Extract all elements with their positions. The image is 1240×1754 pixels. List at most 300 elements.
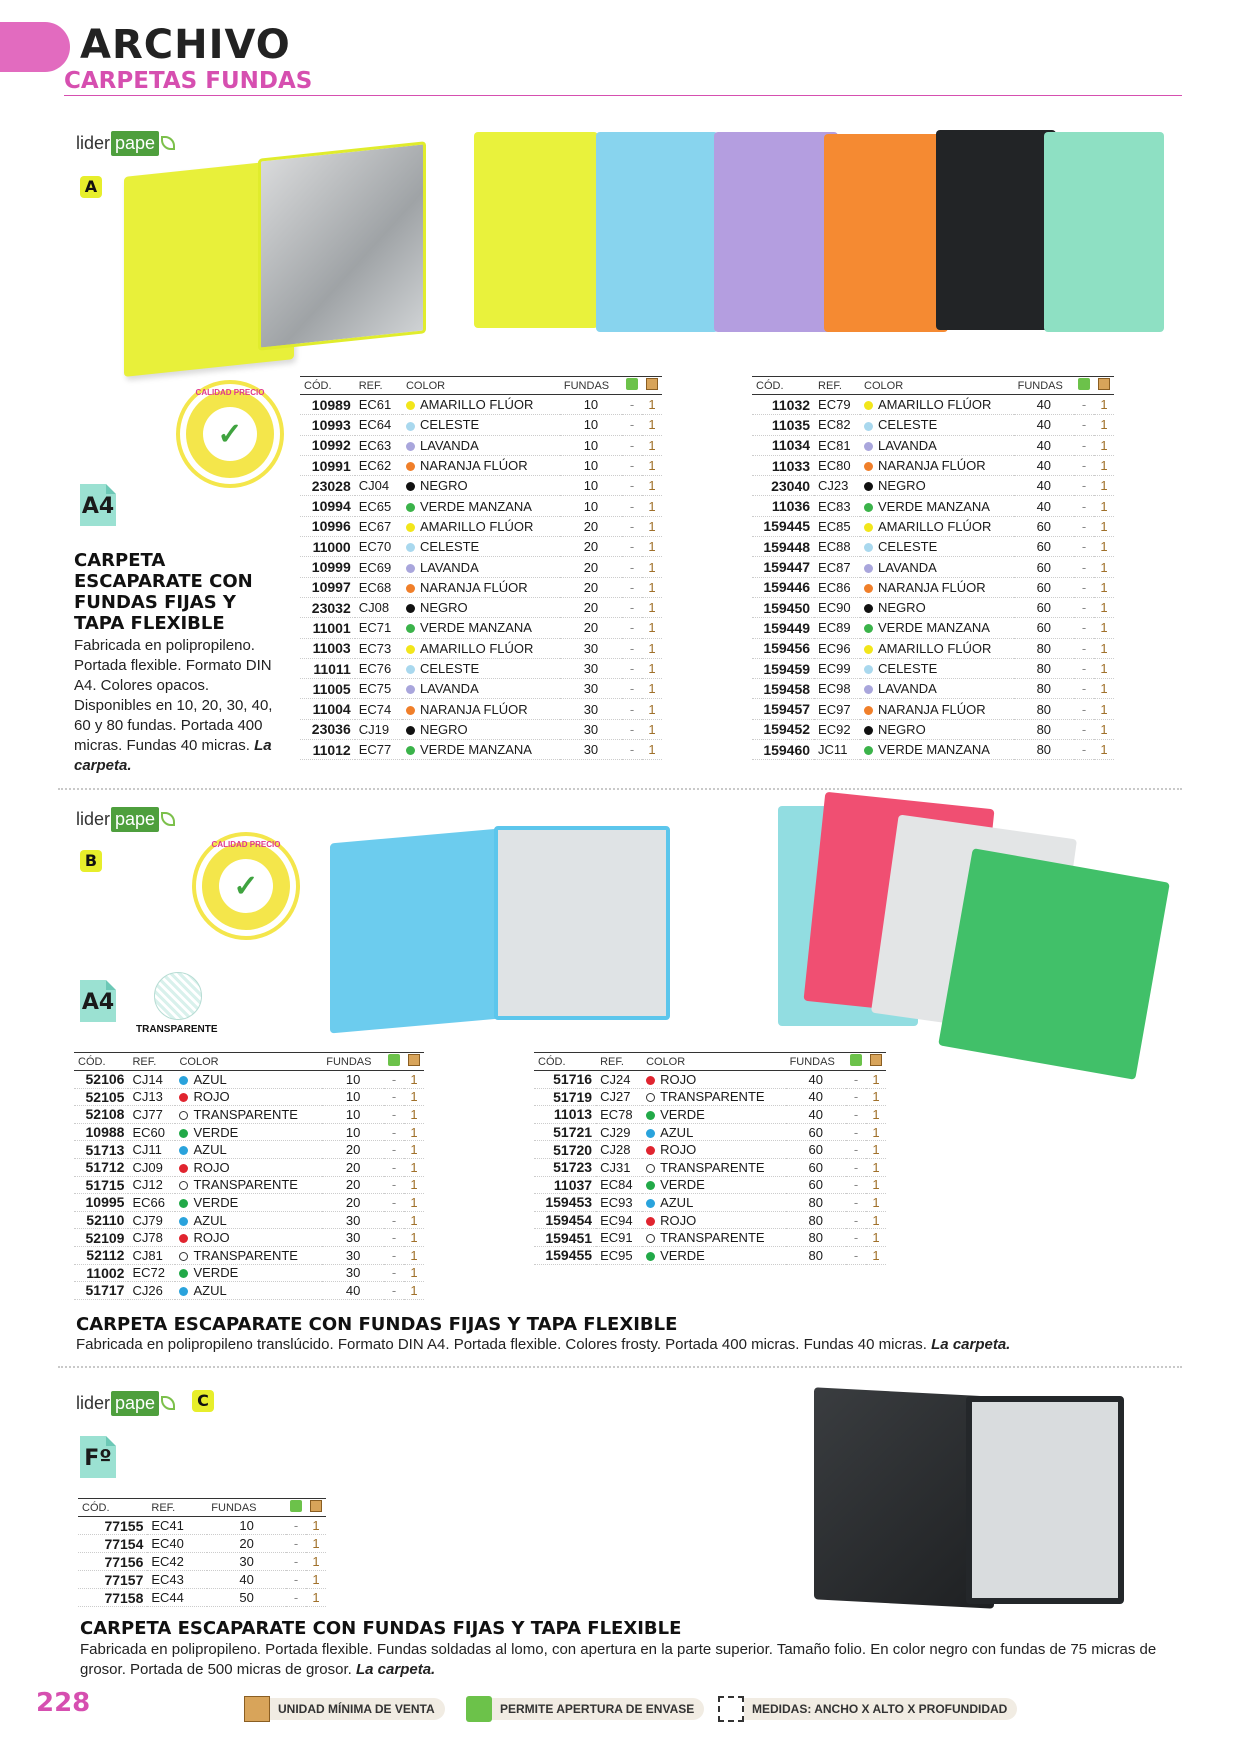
- product-ref: CJ27: [596, 1088, 642, 1106]
- min-unit-value: 1: [404, 1282, 424, 1300]
- min-unit-value: 1: [1094, 537, 1114, 557]
- product-fundas: 30: [322, 1264, 384, 1282]
- column-header: CÓD.: [300, 377, 355, 395]
- color-dot-icon: [406, 624, 415, 633]
- product-code: 77158: [78, 1589, 147, 1607]
- color-name: TRANSPARENTE: [660, 1230, 765, 1246]
- product-a-title: CARPETA ESCAPARATE CON FUNDAS FIJAS Y TAPA FLEXIBLE: [74, 550, 253, 634]
- product-ref: CJ28: [596, 1141, 642, 1159]
- product-ref: EC68: [355, 577, 402, 597]
- apertura-value: -: [384, 1282, 404, 1300]
- legend-apertura: [466, 1696, 704, 1722]
- product-code: 23036: [300, 719, 355, 739]
- product-ref: EC76: [355, 658, 402, 678]
- product-c-table: [78, 1498, 326, 1607]
- product-fundas: 10: [560, 476, 622, 496]
- product-code: 10996: [300, 516, 355, 536]
- product-ref: EC91: [596, 1229, 642, 1247]
- product-fundas: 30: [560, 638, 622, 658]
- column-header: COLOR: [175, 1053, 322, 1071]
- color-name: VERDE MANZANA: [878, 620, 990, 636]
- product-ref: EC62: [355, 455, 402, 475]
- open-box-icon: [622, 377, 642, 395]
- product-code: 11004: [300, 699, 355, 719]
- color-name: LAVANDA: [878, 437, 937, 453]
- product-fundas: 40: [786, 1071, 846, 1089]
- min-unit-value: 1: [642, 435, 662, 455]
- product-ref: CJ08: [355, 597, 402, 617]
- product-fundas: 60: [786, 1158, 846, 1176]
- column-header: COLOR: [402, 377, 560, 395]
- product-code: 159453: [534, 1194, 596, 1212]
- color-name: VERDE MANZANA: [419, 498, 532, 514]
- table-row: [74, 1123, 424, 1141]
- product-fundas: 60: [1014, 597, 1074, 617]
- min-unit-value: 1: [866, 1123, 886, 1141]
- table-row: [74, 1246, 424, 1264]
- product-fundas: 30: [560, 679, 622, 699]
- table-row: [300, 658, 662, 678]
- apertura-value: -: [384, 1071, 404, 1089]
- product-b-description: [76, 1336, 1176, 1353]
- column-header: FUNDAS: [786, 1053, 846, 1071]
- color-dot-icon: [646, 1181, 655, 1190]
- min-unit-value: 1: [642, 597, 662, 617]
- min-unit-value: 1: [404, 1229, 424, 1247]
- product-ref: CJ78: [128, 1229, 175, 1247]
- liderpapel-logo: [76, 804, 175, 834]
- min-unit-value: 1: [306, 1517, 326, 1535]
- min-unit-value: 1: [642, 577, 662, 597]
- product-fundas: 10: [207, 1517, 286, 1535]
- product-code: 159445: [752, 516, 814, 536]
- product-ref: EC64: [355, 415, 402, 435]
- table-row: [78, 1589, 326, 1607]
- calidad-precio-badge-b: [196, 836, 296, 936]
- product-color: [402, 719, 560, 739]
- product-color: [402, 679, 560, 699]
- product-code: 11034: [752, 435, 814, 455]
- product-color: [860, 537, 1014, 557]
- color-name: ROJO: [660, 1071, 697, 1087]
- color-dot-icon: [646, 1093, 655, 1102]
- apertura-value: -: [1074, 719, 1094, 739]
- table-row: [534, 1071, 886, 1089]
- product-b-desc-text: Fabricada en polipropileno translúcido. Formato DIN A4. Portada flexible. Colores frosty. Portada 400 micras. Fundas 40 micras.: [76, 1336, 927, 1353]
- min-unit-value: 1: [642, 618, 662, 638]
- min-unit-value: 1: [404, 1158, 424, 1176]
- color-dot-icon: [406, 442, 415, 451]
- color-name: AZUL: [660, 1194, 694, 1210]
- color-dot-icon: [179, 1287, 188, 1296]
- color-dot-icon: [864, 584, 873, 593]
- product-color: [402, 455, 560, 475]
- min-unit-value: 1: [404, 1088, 424, 1106]
- apertura-value: -: [384, 1229, 404, 1247]
- product-color: [860, 618, 1014, 638]
- apertura-value: -: [384, 1158, 404, 1176]
- transparent-icon: [154, 972, 202, 1020]
- min-unit-value: 1: [642, 455, 662, 475]
- apertura-value: -: [384, 1211, 404, 1229]
- product-code: 11000: [300, 537, 355, 557]
- box-icon: [642, 377, 662, 395]
- min-unit-value: 1: [404, 1071, 424, 1089]
- product-code: 51716: [534, 1071, 596, 1089]
- product-color: [402, 496, 560, 516]
- color-name: AMARILLO FLÚOR: [419, 397, 534, 413]
- product-fundas: 10: [560, 415, 622, 435]
- folder-naranja: [824, 134, 948, 332]
- table-row: [752, 557, 1114, 577]
- min-unit-value: 1: [404, 1211, 424, 1229]
- product-ref: EC72: [128, 1264, 175, 1282]
- product-c-description: [80, 1640, 1160, 1680]
- apertura-value: -: [622, 415, 642, 435]
- product-ref: CJ09: [128, 1158, 175, 1176]
- product-fundas: 30: [207, 1553, 286, 1571]
- blue-folder-pockets: [494, 826, 670, 1020]
- legend-medidas: [718, 1696, 1017, 1722]
- product-ref: EC69: [355, 557, 402, 577]
- product-code: 10994: [300, 496, 355, 516]
- min-unit-value: 1: [306, 1553, 326, 1571]
- section-divider: [58, 1366, 1182, 1368]
- product-code: 159447: [752, 557, 814, 577]
- product-fundas: 40: [322, 1282, 384, 1300]
- min-unit-value: 1: [1094, 618, 1114, 638]
- color-name: LAVANDA: [419, 437, 479, 453]
- product-code: 159450: [752, 597, 814, 617]
- product-fundas: 30: [322, 1246, 384, 1264]
- min-unit-value: 1: [642, 557, 662, 577]
- product-ref: CJ19: [355, 719, 402, 739]
- product-code: 10992: [300, 435, 355, 455]
- product-b-title: CARPETA ESCAPARATE CON FUNDAS FIJAS Y TAPA FLEXIBLE: [76, 1314, 678, 1335]
- min-unit-value: 1: [1094, 496, 1114, 516]
- product-code: 52105: [74, 1088, 128, 1106]
- product-fundas: 40: [1014, 455, 1074, 475]
- apertura-value: -: [1074, 597, 1094, 617]
- product-ref: EC63: [355, 435, 402, 455]
- product-color: [860, 557, 1014, 577]
- min-unit-value: 1: [1094, 516, 1114, 536]
- apertura-value: -: [1074, 699, 1094, 719]
- product-ref: EC86: [814, 577, 860, 597]
- product-fundas: 10: [322, 1071, 384, 1089]
- color-name: VERDE MANZANA: [419, 620, 532, 636]
- product-ref: EC80: [814, 455, 860, 475]
- table-row: [534, 1211, 886, 1229]
- product-ref: EC42: [147, 1553, 207, 1571]
- product-color: [860, 516, 1014, 536]
- color-name: CELESTE: [419, 417, 480, 433]
- product-fundas: 60: [1014, 618, 1074, 638]
- product-color: [175, 1158, 322, 1176]
- color-name: NARANJA FLÚOR: [878, 579, 986, 595]
- product-color: [860, 395, 1014, 415]
- product-code: 11035: [752, 415, 814, 435]
- product-code: 11003: [300, 638, 355, 658]
- open-box-icon: [384, 1053, 404, 1071]
- column-header: FUNDAS: [560, 377, 622, 395]
- table-row: [300, 516, 662, 536]
- product-code: 159458: [752, 679, 814, 699]
- product-code: 10995: [74, 1194, 128, 1212]
- table-row: [300, 557, 662, 577]
- color-name: TRANSPARENTE: [660, 1089, 765, 1105]
- table-header-row: [300, 377, 662, 395]
- color-dot-icon: [179, 1146, 188, 1155]
- product-color: [402, 435, 560, 455]
- min-unit-value: 1: [306, 1571, 326, 1589]
- table-row: [78, 1553, 326, 1571]
- product-fundas: 40: [786, 1106, 846, 1124]
- color-dot-icon: [179, 1234, 188, 1243]
- color-dot-icon: [864, 604, 873, 613]
- product-ref: CJ13: [128, 1088, 175, 1106]
- table-row: [752, 618, 1114, 638]
- color-name: NARANJA FLÚOR: [419, 458, 528, 474]
- product-color: [860, 496, 1014, 516]
- apertura-value: -: [1074, 577, 1094, 597]
- product-color: [860, 415, 1014, 435]
- color-name: NEGRO: [878, 478, 926, 494]
- product-fundas: 30: [560, 719, 622, 739]
- color-name: CELESTE: [419, 661, 480, 676]
- column-header: COLOR: [860, 377, 1014, 395]
- logo-lider: lider: [76, 132, 111, 153]
- color-name: TRANSPARENTE: [193, 1106, 298, 1122]
- product-code: 159452: [752, 719, 814, 739]
- color-name: ROJO: [193, 1230, 230, 1246]
- product-color: [642, 1229, 786, 1247]
- color-name: VERDE: [193, 1265, 239, 1281]
- product-ref: EC99: [814, 658, 860, 678]
- column-header: REF.: [814, 377, 860, 395]
- table-row: [534, 1158, 886, 1176]
- apertura-value: -: [622, 496, 642, 516]
- min-unit-value: 1: [1094, 415, 1114, 435]
- calidad-precio-text: CALIDAD PRECIO: [211, 840, 281, 849]
- product-a-description: [74, 636, 280, 776]
- table-row: [534, 1088, 886, 1106]
- column-header: FUNDAS: [207, 1499, 286, 1517]
- box-icon: [866, 1053, 886, 1071]
- table-row: [78, 1571, 326, 1589]
- product-ref: CJ26: [128, 1282, 175, 1300]
- min-unit-value: 1: [866, 1071, 886, 1089]
- product-ref: EC81: [814, 435, 860, 455]
- product-fundas: 20: [560, 516, 622, 536]
- product-ref: JC11: [814, 740, 860, 760]
- min-unit-value: 1: [866, 1158, 886, 1176]
- product-color: [402, 699, 560, 719]
- calidad-precio-badge-a: [180, 384, 280, 484]
- color-dot-icon: [646, 1234, 655, 1243]
- dimensions-icon: [718, 1696, 744, 1722]
- product-color: [175, 1176, 322, 1194]
- table-row: [534, 1229, 886, 1247]
- product-color: [402, 638, 560, 658]
- min-unit-value: 1: [866, 1106, 886, 1124]
- product-color: [642, 1176, 786, 1194]
- apertura-value: -: [622, 476, 642, 496]
- product-a-table-right: [752, 376, 1114, 760]
- min-unit-value: 1: [866, 1229, 886, 1247]
- product-color: [402, 537, 560, 557]
- apertura-value: -: [622, 577, 642, 597]
- product-color: [642, 1246, 786, 1264]
- table-row: [752, 719, 1114, 739]
- min-unit-value: 1: [642, 395, 662, 415]
- min-unit-value: 1: [404, 1176, 424, 1194]
- table-row: [300, 740, 662, 760]
- table-row: [534, 1246, 886, 1264]
- min-unit-value: 1: [866, 1176, 886, 1194]
- product-ref: EC90: [814, 597, 860, 617]
- apertura-value: -: [622, 699, 642, 719]
- color-name: AZUL: [193, 1212, 227, 1228]
- product-color: [860, 455, 1014, 475]
- min-unit-value: 1: [1094, 638, 1114, 658]
- product-code: 159455: [534, 1246, 596, 1264]
- color-name: TRANSPARENTE: [193, 1247, 298, 1263]
- min-unit-value: 1: [404, 1141, 424, 1159]
- table-row: [300, 455, 662, 475]
- min-unit-value: 1: [642, 740, 662, 760]
- table-row: [300, 415, 662, 435]
- product-code: 51720: [534, 1141, 596, 1159]
- min-unit-value: 1: [1094, 435, 1114, 455]
- product-ref: EC97: [814, 699, 860, 719]
- min-unit-value: 1: [306, 1589, 326, 1607]
- apertura-value: -: [384, 1194, 404, 1212]
- color-dot-icon: [864, 746, 873, 755]
- apertura-value: -: [286, 1517, 306, 1535]
- table-row: [752, 415, 1114, 435]
- product-fundas: 20: [322, 1158, 384, 1176]
- color-name: NEGRO: [419, 600, 468, 616]
- table-row: [752, 638, 1114, 658]
- color-name: LAVANDA: [878, 559, 937, 575]
- logo-lider: lider: [76, 808, 111, 829]
- product-fundas: 40: [1014, 415, 1074, 435]
- product-fundas: 40: [786, 1088, 846, 1106]
- apertura-value: -: [384, 1106, 404, 1124]
- min-unit-value: 1: [642, 496, 662, 516]
- product-fundas: 80: [1014, 699, 1074, 719]
- color-name: VERDE MANZANA: [878, 742, 990, 758]
- table-row: [300, 435, 662, 455]
- apertura-value: -: [846, 1088, 866, 1106]
- box-icon: [306, 1499, 326, 1517]
- color-dot-icon: [406, 543, 415, 552]
- product-code: 159459: [752, 658, 814, 678]
- product-code: 159448: [752, 537, 814, 557]
- apertura-value: -: [846, 1229, 866, 1247]
- table-row: [300, 496, 662, 516]
- min-unit-value: 1: [642, 476, 662, 496]
- table-row: [300, 597, 662, 617]
- table-row: [78, 1517, 326, 1535]
- color-name: TRANSPARENTE: [660, 1159, 765, 1175]
- apertura-value: -: [622, 537, 642, 557]
- table-row: [752, 577, 1114, 597]
- min-unit-value: 1: [1094, 740, 1114, 760]
- apertura-value: -: [1074, 476, 1094, 496]
- apertura-value: -: [1074, 395, 1094, 415]
- table-row: [752, 699, 1114, 719]
- color-dot-icon: [179, 1076, 188, 1085]
- color-dot-icon: [179, 1217, 188, 1226]
- color-name: CELESTE: [419, 539, 480, 555]
- apertura-value: -: [384, 1176, 404, 1194]
- color-dot-icon: [646, 1129, 655, 1138]
- product-ref: EC77: [355, 740, 402, 760]
- product-code: 51717: [74, 1282, 128, 1300]
- color-name: VERDE: [660, 1247, 705, 1263]
- product-fundas: 10: [560, 435, 622, 455]
- min-unit-value: 1: [1094, 395, 1114, 415]
- color-name: NARANJA FLÚOR: [878, 701, 986, 717]
- color-dot-icon: [646, 1164, 655, 1173]
- color-name: AMARILLO FLÚOR: [878, 518, 992, 534]
- product-code: 159456: [752, 638, 814, 658]
- min-unit-value: 1: [1094, 699, 1114, 719]
- color-dot-icon: [646, 1076, 655, 1085]
- product-fundas: 20: [560, 597, 622, 617]
- folder-verde: [1044, 132, 1164, 332]
- table-row: [74, 1211, 424, 1229]
- column-header: FUNDAS: [322, 1053, 384, 1071]
- apertura-value: -: [1074, 496, 1094, 516]
- color-name: ROJO: [193, 1159, 230, 1175]
- product-color: [402, 740, 560, 760]
- color-dot-icon: [406, 482, 415, 491]
- apertura-value: -: [846, 1071, 866, 1089]
- product-color: [175, 1071, 322, 1089]
- apertura-value: -: [1074, 455, 1094, 475]
- product-color: [175, 1123, 322, 1141]
- apertura-value: -: [1074, 435, 1094, 455]
- product-fundas: 20: [560, 537, 622, 557]
- min-unit-value: 1: [866, 1194, 886, 1212]
- table-row: [300, 537, 662, 557]
- column-header: REF.: [596, 1053, 642, 1071]
- color-name: AZUL: [193, 1142, 227, 1158]
- table-row: [74, 1141, 424, 1159]
- product-ref: CJ29: [596, 1123, 642, 1141]
- color-dot-icon: [406, 726, 415, 735]
- table-row: [300, 699, 662, 719]
- folder-negro: [936, 130, 1056, 330]
- apertura-value: -: [846, 1123, 866, 1141]
- header-tab: [0, 22, 70, 72]
- product-ref: EC73: [355, 638, 402, 658]
- product-color: [642, 1194, 786, 1212]
- legend-label: UNIDAD MÍNIMA DE VENTA: [248, 1698, 445, 1720]
- logo-pape: pape: [111, 131, 159, 156]
- color-name: AZUL: [660, 1124, 694, 1140]
- color-dot-icon: [179, 1093, 188, 1102]
- product-code: 10993: [300, 415, 355, 435]
- product-fundas: 20: [560, 618, 622, 638]
- apertura-value: -: [622, 597, 642, 617]
- color-dot-icon: [406, 584, 415, 593]
- color-dot-icon: [864, 645, 873, 654]
- product-code: 51712: [74, 1158, 128, 1176]
